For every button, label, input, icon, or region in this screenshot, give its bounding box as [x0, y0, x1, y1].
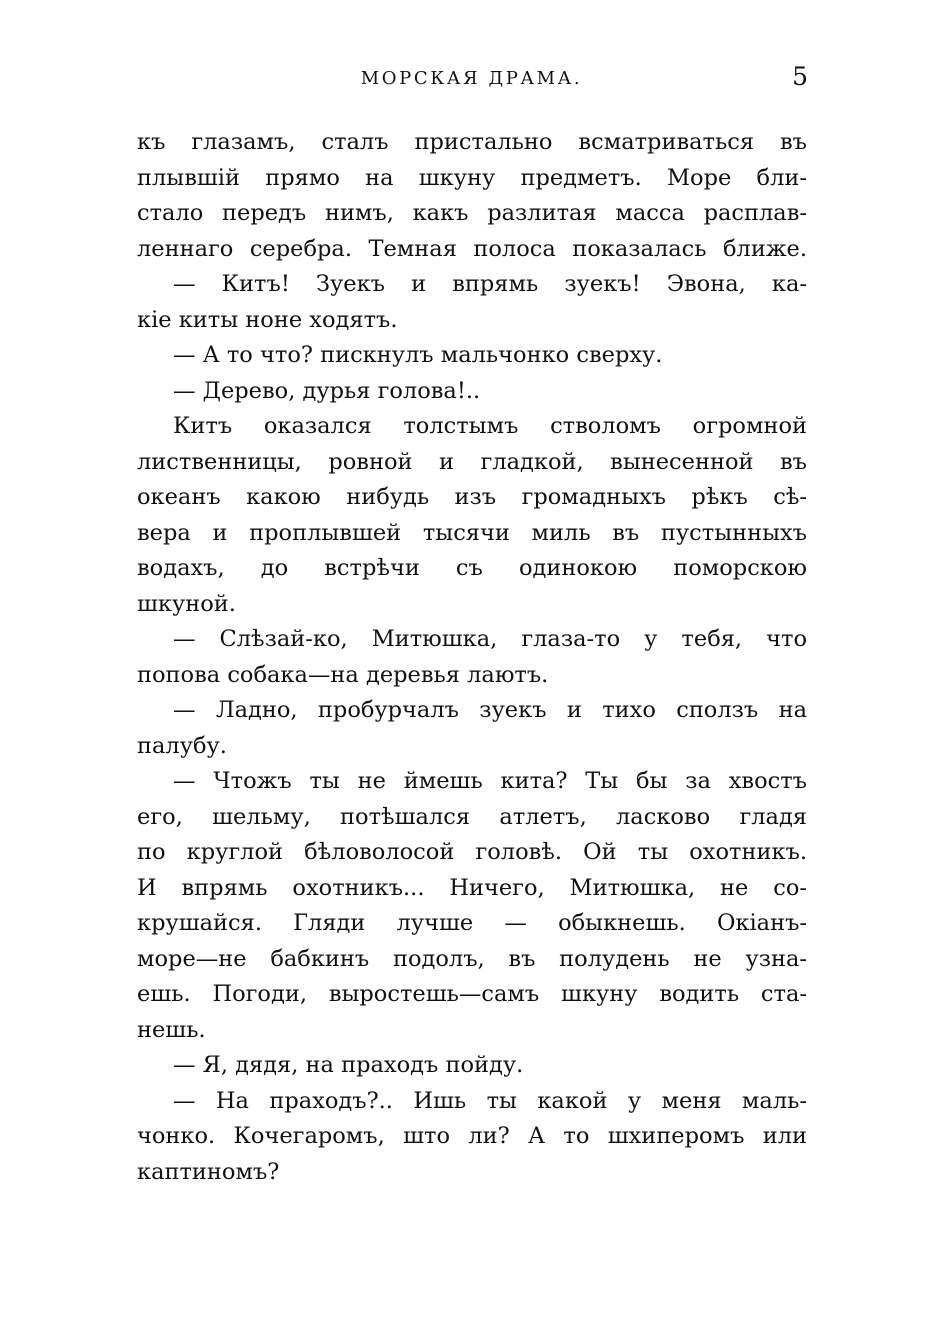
text-line: — А то что? пискнулъ мальчонко сверху.	[173, 342, 663, 368]
text-line: водахъ, до встрѣчи съ одинокою поморскою	[137, 555, 807, 581]
running-title: МОРСКАЯ ДРАМА.	[360, 68, 583, 89]
text-line: палубу.	[137, 732, 227, 759]
running-head	[135, 62, 808, 98]
text-line: — Китъ! Зуекъ и впрямь зуекъ! Эвона, ка-	[173, 271, 807, 297]
text-line: кіе киты ноне ходятъ.	[137, 306, 398, 333]
text-line: каптиномъ?	[137, 1158, 280, 1185]
text-line: леннаго серебра. Темная полоса показалась ближе.	[137, 235, 807, 262]
text-line: ешь. Погоди, выростешь—самъ шкуну водить ста-	[137, 981, 807, 1007]
text-line: Китъ оказался толстымъ стволомъ огромной	[173, 413, 807, 439]
text-line: плывшій прямо на шкуну предметъ. Море бли-	[137, 164, 807, 191]
body-text	[137, 125, 807, 1190]
text-line: океанъ какою нибудь изъ громадныхъ рѣкъ сѣ-	[137, 484, 807, 510]
text-line: вера и проплывшей тысячи миль въ пустынныхъ	[137, 519, 807, 546]
text-line: море—не бабкинъ подолъ, въ полудень не узна-	[137, 945, 807, 972]
text-line: — На праходъ?.. Ишь ты какой у меня маль-	[173, 1087, 807, 1114]
text-line: — Дерево, дурья голова!..	[173, 377, 481, 404]
text-line: нешь.	[137, 1016, 206, 1043]
text-line: его, шельму, потѣшался атлетъ, ласково гладя	[137, 803, 807, 830]
text-line: по круглой бѣловолосой головѣ. Ой ты охотникъ.	[137, 839, 807, 865]
page-number: 5	[792, 62, 808, 91]
text-line: шкуной.	[137, 590, 236, 617]
text-line: И впрямь охотникъ... Ничего, Митюшка, не со-	[137, 874, 807, 901]
text-line: чонко. Кочегаромъ, што ли? А то шхиперомъ или	[137, 1123, 807, 1149]
text-line: — Я, дядя, на праходъ пойду.	[173, 1052, 524, 1078]
text-line: — Слѣзай-ко, Митюшка, глаза-то у тебя, что	[173, 626, 807, 652]
text-line: къ глазамъ, сталъ пристально всматриваться въ	[137, 129, 807, 155]
text-line: крушайся. Гляди лучше — обыкнешь. Окіанъ-	[137, 910, 807, 936]
text-line: стало передъ нимъ, какъ разлитая масса расплав-	[137, 200, 807, 226]
text-line: — Ладно, пробурчалъ зуекъ и тихо сползъ на	[173, 697, 807, 723]
text-line: — Чтожъ ты не ймешь кита? Ты бы за хвостъ	[173, 768, 807, 794]
text-line: попова собака—на деревья лаютъ.	[137, 661, 549, 688]
text-line: лиственницы, ровной и гладкой, вынесенной въ	[137, 448, 807, 475]
